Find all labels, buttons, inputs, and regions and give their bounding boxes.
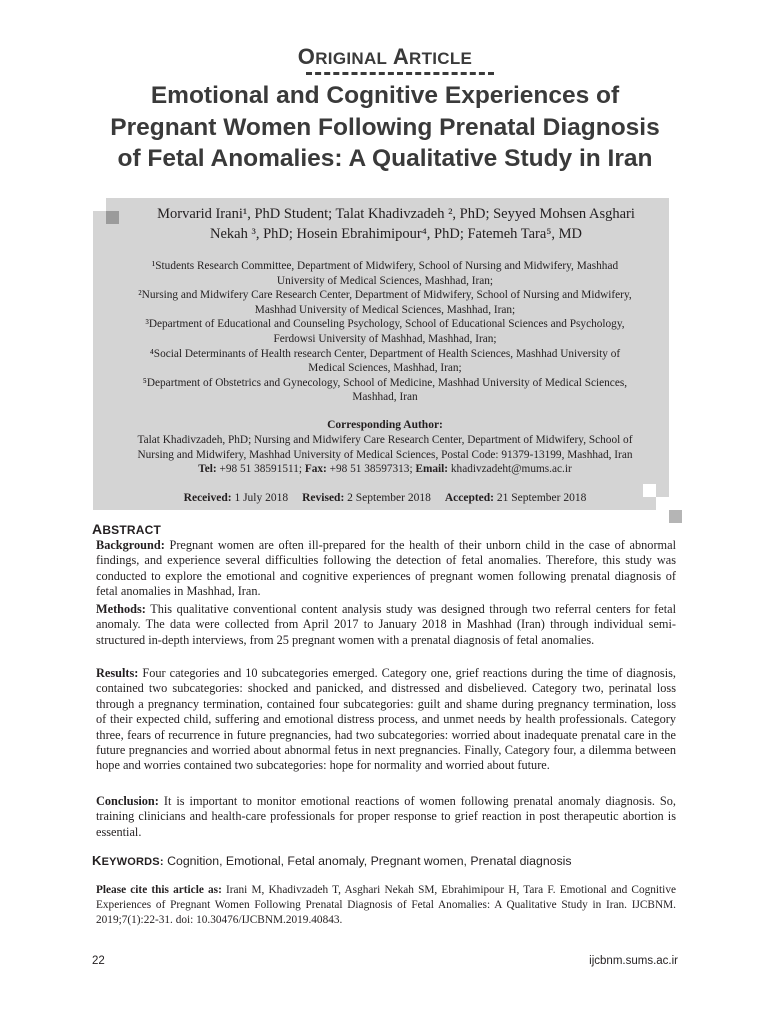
accepted-label: Accepted: [444,492,495,504]
affiliation-line: ¹Students Research Committee, Department of Midwifery, School of Nursing and Midwifery, Mashhad [151,260,619,272]
conclusion-text: It is important to monitor emotional reactions of women following prenatal anomaly diagnosis. So, training clinicians and health-care professionals for proper response to grief reaction in post therapeutic abortion is essential. [96,794,676,839]
conclusion-label: Conclusion: [96,794,159,808]
author-line: Morvarid Irani¹, PhD Student; Talat Khadivzadeh ², PhD; Seyyed Mohsen Asghari [157,206,635,222]
title-line: Pregnant Women Following Prenatal Diagnosis [110,113,660,141]
affiliation-line: Medical Sciences, Mashhad, Iran; [308,362,462,375]
keywords-heading-rest: EYWORDS: [101,856,164,868]
corresponding-author-heading: Corresponding Author: [327,419,443,431]
citation-text: Irani M, Khadivzadeh T, Asghari Nekah SM, Ebrahimipour H, Tara F. Emotional and Cognitive Experiences of Pregnant Women Following Prenatal Diagnosis of Fetal Anomalies: A Qualitative Study in Iran. IJCBNM. 2019;7(1):22-31. doi: 10.30476/IJCBNM.2019.40843. [96,884,676,927]
page-number: 22 [92,955,105,967]
background-text: Pregnant women are often ill-prepared for the health of their unborn child in the case of abnormal findings, and experience several difficulties following the detection of fetal anomalies. Therefore, this study was conducted to explore the emotional and cognitive experiences of pregnant women following prenatal diagnosis of fetal anomalies in Mashhad, Iran. [96,538,676,599]
revised-date: 2 September 2018 [347,492,431,504]
received-label: Received: [183,492,232,504]
affiliation-line: ⁵Department of Obstetrics and Gynecology, School of Medicine, Mashhad University of Medical Sciences, [142,376,628,389]
correspondence-line: Talat Khadivzadeh, PhD; Nursing and Midwifery Care Research Center, Department of Midwifery, School of [137,434,633,446]
abstract-heading-a: A [92,521,103,537]
revised-label: Revised: [302,492,345,504]
affiliation-line: ³Department of Educational and Counseling Psychology, School of Educational Sciences and Psychology, [145,318,625,331]
received-date: 1 July 2018 [234,492,289,504]
section-label-o: O [297,44,316,69]
citation-label: Please cite this article as: [96,884,222,896]
affiliation-line: University of Medical Sciences, Mashhad, Iran; [276,274,494,287]
author-list [120,205,672,244]
results-label: Results: [96,666,139,680]
section-label-rticle: RTICLE [409,49,473,68]
fax-label: Fax: [304,463,327,476]
email-link[interactable]: khadivzadeht@mums.ac.ir [450,463,572,476]
author-line: Nekah ³, PhD; Hosein Ebrahimipour⁴, PhD; Fatemeh Tara⁵, MD [210,225,582,242]
tel-value: +98 51 38591511; [219,463,303,476]
section-label-riginal: RIGINAL [315,49,388,68]
abstract-results [96,666,676,774]
abstract-methods [96,602,676,648]
keywords [92,853,572,868]
keywords-text: Cognition, Emotional, Fetal anomaly, Pregnant women, Prenatal diagnosis [167,854,572,868]
affiliation-line: Ferdowsi University of Mashhad, Mashhad, Iran; [273,332,497,345]
fax-value: +98 51 38597313; [329,463,413,476]
journal-url[interactable]: ijcbnm.sums.ac.ir [589,955,678,967]
title-line: Emotional and Cognitive Experiences of [150,82,620,109]
affiliation-line: Mashhad University of Medical Sciences, Mashhad, Iran; [254,303,516,316]
dashed-rule [306,72,494,75]
title-line: of Fetal Anomalies: A Qualitative Study in Iran [117,145,653,172]
correspondence-line: Nursing and Midwifery, Mashhad University of Medical Sciences, Postal Code: 91379-13199, Mashhad, Iran [137,448,633,461]
section-label-a: A [392,44,410,69]
abstract-conclusion [96,794,676,840]
abstract-heading-rest: BSTRACT [102,523,162,537]
corner-square-grey [669,510,682,523]
article-title [60,80,710,175]
affiliation-line: Mashhad, Iran [352,391,418,404]
accepted-date: 21 September 2018 [496,492,587,504]
citation [96,883,676,929]
abstract-background [96,538,676,600]
methods-label: Methods: [96,602,146,616]
affiliations [98,259,672,405]
section-label [0,44,770,70]
affiliation-line: ⁴Social Determinants of Health research Center, Department of Health Sciences, Mashhad University of [149,347,621,360]
keywords-heading [92,853,164,868]
methods-text: This qualitative conventional content analysis study was designed through two referral centers for fetal anomaly. The data were collected from April 2017 to January 2018 in Mashhad (Iran) through individual semi-structured in-depth interviews, from 25 pregnant women with a prenatal diagnosis of fetal anomalies. [96,602,676,647]
email-label: Email: [415,463,449,476]
corner-square-grey [106,211,119,224]
tel-label: Tel: [198,463,217,476]
contact-line [98,462,672,477]
article-dates [98,492,672,504]
corner-square-white [93,198,106,211]
corresponding-author-details [98,433,672,477]
background-label: Background: [96,538,165,552]
keywords-heading-k: K [92,853,102,868]
results-text: Four categories and 10 subcategories emerged. Category one, grief reactions during the time of diagnosis, contained two subcategories: shocked and panicked, and distressed and disbelieved. Category two, perinatal loss through a pregnancy termination, contained four subcategories: guilt and shame during pregnancy termination, loss of their expected child, suffering and emotional distress process, and unmet needs by health professionals. Category three, fears of recurrence in future pregnancies, had two subcategories: worried about inadequate prenatal care in the future pregnancies and worried about abnormal fetus in next pregnancies. Finally, Category four, a dilemma between hope and worries contained two subcategories: hope for normality and worried about future. [96,666,676,773]
affiliation-line: ²Nursing and Midwifery Care Research Center, Department of Midwifery, School of Nursing and Midwifery, [138,289,632,302]
abstract-heading [92,521,161,537]
